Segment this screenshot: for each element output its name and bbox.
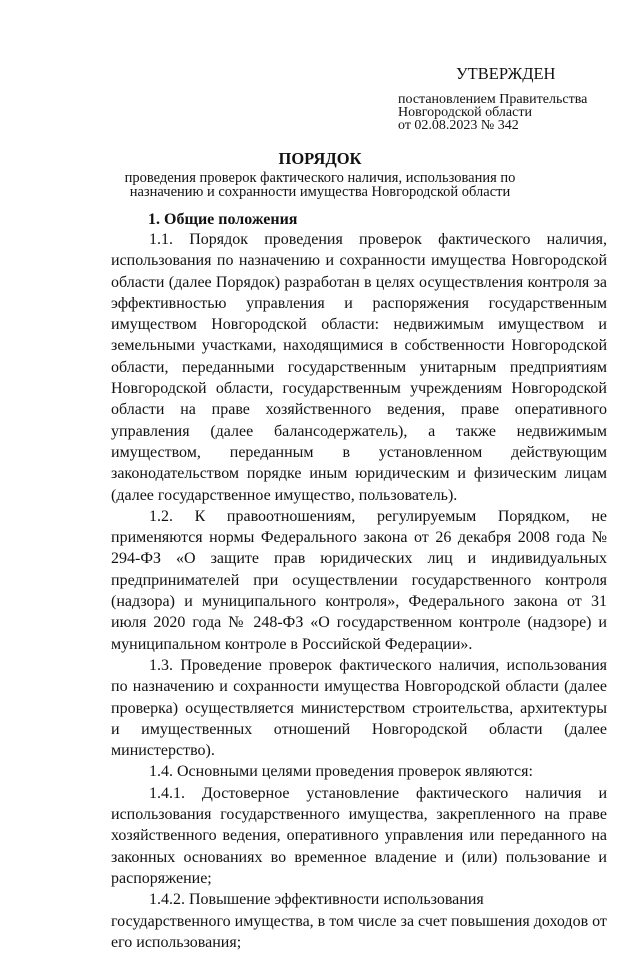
paragraph-1-4-1: 1.4.1. Достоверное установление фактического наличия и использования государственного имущества, закрепленного на праве хозяйственного ведения, оперативного управления или переданного на законных основаниях во временное владение и (или) пользование и распоряжение; — [111, 784, 607, 887]
paragraph-1-4: 1.4. Основными целями проведения проверок являются: — [149, 763, 533, 781]
paragraph-1-3: 1.3. Проведение проверок фактического наличия, использования по назначению и сохранности имущества Новгородской области (далее проверка) осуществляется министерством строительства, архитектуры и имущественных отношений Новгородской области (далее министерство). — [111, 656, 607, 760]
document-title: ПОРЯДОК — [278, 149, 362, 168]
approval-title: УТВЕРЖДЕН — [456, 64, 556, 83]
approval-line: от 02.08.2023 № 342 — [398, 118, 519, 133]
document-subtitle: проведения проверок фактического наличия, использования по назначению и сохранности имущества Новгородской области — [124, 170, 516, 200]
approval-line: Новгородской области — [398, 105, 532, 120]
section-heading: 1. Общие положения — [148, 211, 298, 228]
paragraph-1-2: 1.2. К правоотношениям, регулируемым Порядком, не применяются нормы Федерального закона от 26 декабря 2008 года № 294-ФЗ «О защите прав юридических лиц и индивидуальных предпринимателей при осуществлении государственного контроля (надзора) и муниципального контроля», Федерального закона от 31 июля 2020 года № 248-ФЗ «О государственном контроле (надзоре) и муниципальном контроле в Российской Федерации». — [111, 507, 607, 653]
approval-block — [398, 64, 608, 132]
document-body — [111, 229, 607, 953]
paragraph-1-4-2: 1.4.2. Повышение эффективности использования государственного имущества, в том числе за счет повышения доходов от его использования; — [111, 891, 607, 951]
approval-line: постановлением Правительства — [398, 92, 588, 107]
paragraph-1-1: 1.1. Порядок проведения проверок фактического наличия, использования по назначению и сохранности имущества Новгородской области (далее Порядок) разработан в целях осуществления контроля за эффективностью управления и распоряжения государственным имуществом Новгородской области: недвижимым имуществом и земельными участками, находящимися в собственности Новгородской области, переданными государственным унитарным предприятиям Новгородской области, государственным учреждениям Новгородской области на праве хозяйственного ведения, праве оперативного управления (далее балансодержатель), а также недвижимым имуществом, переданным в установленном действующим законодательством порядке иным юридическим и физическим лицам (далее государственное имущество, пользователь). — [111, 231, 607, 504]
